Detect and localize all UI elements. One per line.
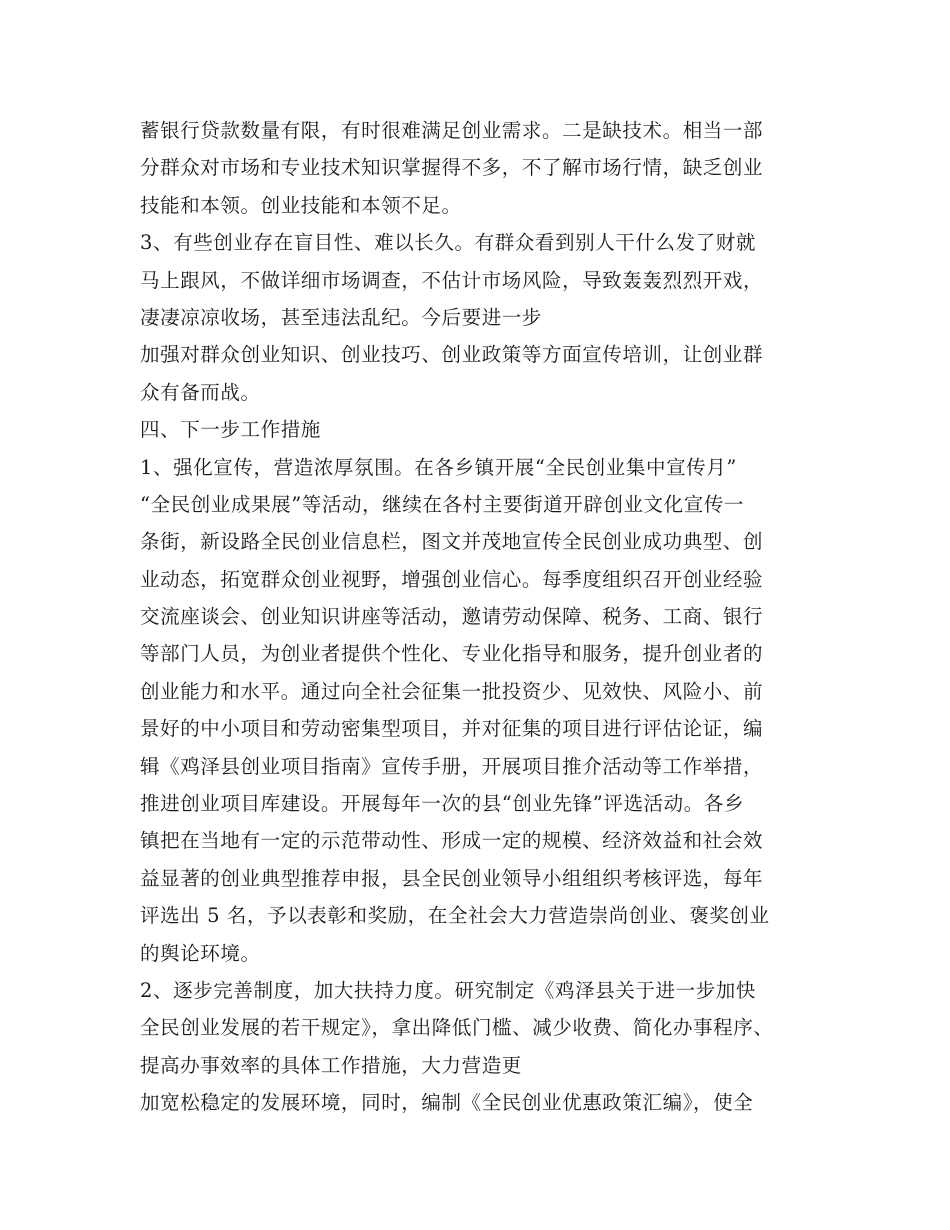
text-line: 创业能力和水平。通过向全社会征集一批投资少、见效快、风险小、前	[140, 679, 764, 703]
text-line: 加宽松稳定的发展环境，同时，编制《全民创业优惠政策汇编》，使全	[140, 1091, 754, 1115]
text-line: 益显著的创业典型推荐申报，县全民创业领导小组组织考核评选，每年	[140, 866, 764, 890]
text-line: “全民创业成果展”等活动，继续在各村主要街道开辟创业文化宣传一	[140, 492, 745, 516]
text-line: 马上跟风，不做详细市场调查，不估计市场风险，导致轰轰烈烈开戏，	[140, 268, 764, 292]
text-line: 评选出 5 名，予以表彰和奖励，在全社会大力营造崇尚创业、褒奖创业	[140, 904, 770, 928]
text-line: 2、逐步完善制度，加大扶持力度。研究制定《鸡泽县关于进一步加快	[140, 978, 757, 1002]
text-line: 交流座谈会、创业知识讲座等活动，邀请劳动保障、税务、工商、银行	[140, 605, 764, 629]
text-line: 镇把在当地有一定的示范带动性、形成一定的规模、经济效益和社会效	[140, 829, 764, 853]
section-heading: 四、下一步工作措施	[140, 418, 321, 442]
text-line: 众有备而战。	[140, 380, 261, 404]
text-line: 提高办事效率的具体工作措施，大力营造更	[140, 1053, 522, 1077]
text-line: 条街，新设路全民创业信息栏，图文并茂地宣传全民创业成功典型、创	[140, 530, 764, 554]
text-line: 技能和本领。创业技能和本领不足。	[140, 193, 462, 217]
text-line: 1、强化宣传，营造浓厚氛围。在各乡镇开展“全民创业集中宣传月”	[140, 455, 737, 479]
text-line: 推进创业项目库建设。开展每年一次的县“创业先锋”评选活动。各乡	[140, 792, 745, 816]
document-body	[140, 112, 830, 1122]
text-line: 业动态，拓宽群众创业视野，增强创业信心。每季度组织召开创业经验	[140, 567, 764, 591]
text-line: 加强对群众创业知识、创业技巧、创业政策等方面宣传培训，让创业群	[140, 343, 764, 367]
text-line: 等部门人员，为创业者提供个性化、专业化指导和服务，提升创业者的	[140, 642, 764, 666]
text-line: 分群众对市场和专业技术知识掌握得不多，不了解市场行情，缺乏创业	[140, 156, 764, 180]
text-line: 全民创业发展的若干规定》，拿出降低门槛、减少收费、简化办事程序、	[140, 1016, 774, 1040]
text-line: 3、有些创业存在盲目性、难以长久。有群众看到别人干什么发了财就	[140, 231, 757, 255]
text-line: 景好的中小项目和劳动密集型项目，并对征集的项目进行评估论证，编	[140, 717, 764, 741]
text-line: 的舆论环境。	[140, 941, 261, 965]
text-line: 辑《鸡泽县创业项目指南》宣传手册，开展项目推介活动等工作举措，	[140, 754, 764, 778]
text-line: 凄凄凉凉收场，甚至违法乱纪。今后要进一步	[140, 305, 543, 329]
text-line: 蓄银行贷款数量有限，有时很难满足创业需求。二是缺技术。相当一部	[140, 119, 764, 142]
